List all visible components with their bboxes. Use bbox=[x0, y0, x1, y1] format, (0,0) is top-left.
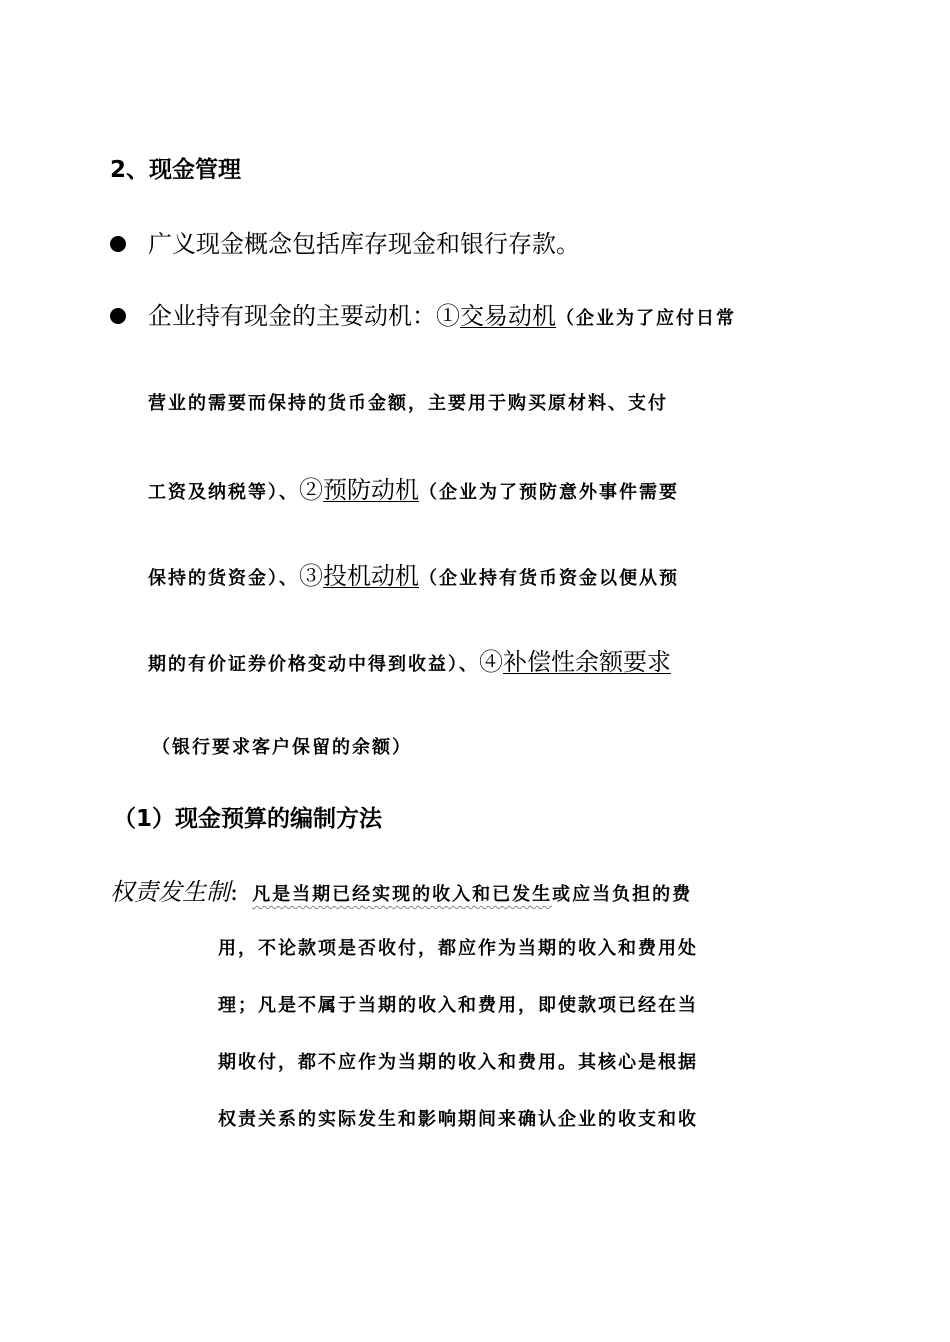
motive-desc: 期的有价证券价格变动中得到收益）、 bbox=[148, 654, 479, 675]
definition-line3: 理；凡是不属于当期的收入和费用，即使款项已经在当 bbox=[218, 995, 698, 1016]
motive-desc: （企业为了预防意外事件需要 bbox=[419, 482, 679, 503]
subheading: （1）现金预算的编制方法 bbox=[113, 806, 383, 832]
definition-line1 bbox=[110, 876, 692, 911]
motive-desc: 保持的货资金）、 bbox=[148, 568, 299, 589]
section-heading: 2、现金管理 bbox=[110, 157, 242, 183]
motive-desc: （企业为了应付日常 bbox=[556, 308, 736, 329]
bullet2-line6: （银行要求客户保留的余额） bbox=[152, 737, 412, 758]
definition-term: 权责发生制 bbox=[110, 878, 230, 906]
motive-transaction: 交易动机 bbox=[460, 302, 556, 330]
bullet1-text: 广义现金概念包括库存现金和银行存款。 bbox=[148, 230, 580, 258]
definition-text: 或应当负担的费 bbox=[552, 884, 693, 905]
definition-colon: : bbox=[230, 878, 239, 906]
motive-precaution: 预防动机 bbox=[323, 476, 419, 504]
bullet-dot bbox=[110, 308, 126, 324]
motive-desc: （企业持有货币资金以便从预 bbox=[419, 568, 679, 589]
definition-line5: 权责关系的实际发生和影响期间来确认企业的收支和收 bbox=[218, 1109, 698, 1130]
motive-intro: 企业持有现金的主要动机： bbox=[148, 302, 436, 330]
definition-line2: 用，不论款项是否收付，都应作为当期的收入和费用处 bbox=[218, 938, 698, 959]
motive-number: ③ bbox=[299, 562, 323, 590]
bullet-dot bbox=[110, 236, 126, 252]
motive-number: ① bbox=[436, 302, 460, 330]
definition-text-wavy: 凡是当期已经实现的收入和已发生 bbox=[252, 884, 553, 905]
bullet2-line5 bbox=[148, 646, 671, 681]
motive-number: ② bbox=[299, 476, 323, 504]
motive-number: ④ bbox=[479, 648, 503, 676]
bullet2-line3 bbox=[148, 474, 679, 509]
motive-compensating-balance: 补偿性余额要求 bbox=[503, 648, 671, 676]
motive-speculation: 投机动机 bbox=[323, 562, 419, 590]
definition-line4: 期收付，都不应作为当期的收入和费用。其核心是根据 bbox=[218, 1052, 698, 1073]
bullet2-line4 bbox=[148, 560, 679, 595]
bullet2-line2: 营业的需要而保持的货币金额，主要用于购买原材料、支付 bbox=[148, 393, 668, 414]
bullet2-line1 bbox=[148, 300, 736, 335]
motive-desc: 工资及纳税等）、 bbox=[148, 482, 299, 503]
